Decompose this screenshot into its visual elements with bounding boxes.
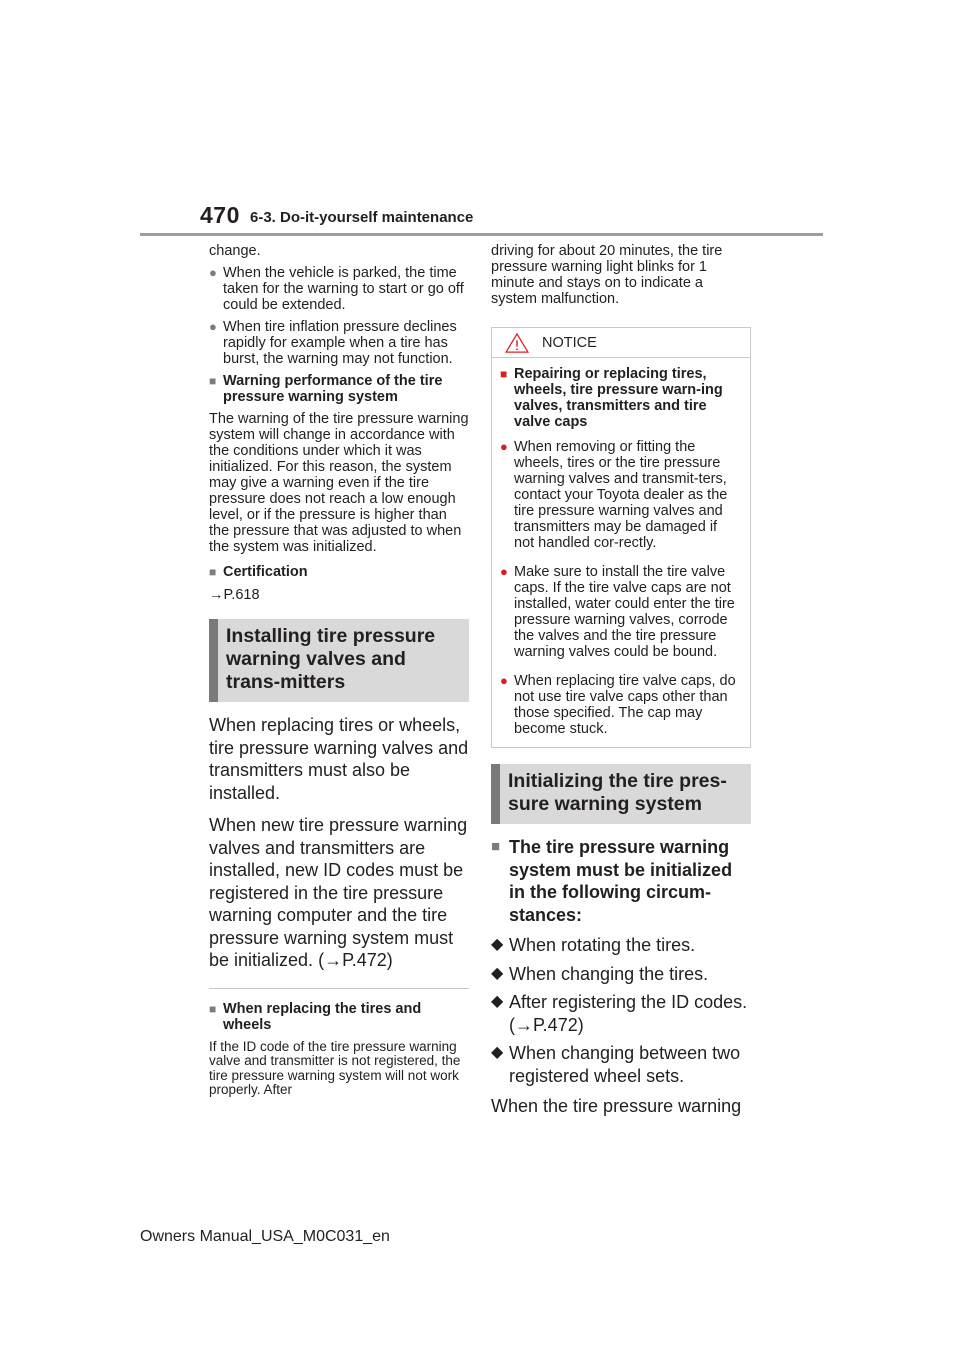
- init-heading: [491, 836, 751, 926]
- notice-title: NOTICE: [542, 334, 597, 351]
- warning-triangle-icon: [504, 333, 530, 353]
- certification-heading: [209, 564, 469, 580]
- bullet-burst: [209, 319, 469, 367]
- paragraph-text: When new tire pressure warning valves and transmitters are installed, new ID codes must be registered in the tire pressure warning computer and the tire pressure warning system must be initialized. (: [209, 815, 468, 970]
- page-reference[interactable]: P.472): [533, 1014, 584, 1035]
- warning-performance-heading: [209, 373, 469, 405]
- square-bullet-icon: ■: [491, 838, 501, 855]
- circumstance-rotating: [491, 934, 751, 957]
- circumstance-text: When changing the tires.: [509, 963, 709, 984]
- right-column: [491, 243, 751, 1118]
- install-paragraph-2: [209, 814, 469, 972]
- arrow-right-icon: →: [515, 1014, 533, 1035]
- square-bullet-icon: ■: [209, 374, 217, 388]
- heading-text: Repairing or replacing tires, wheels, tire pressure warn-ing valves, transmitters and tire valve caps: [514, 366, 723, 430]
- bullet-text: When removing or fitting the wheels, tires or the tire pressure warning valves and transmit-ters, contact your Toyota dealer as the tire pressure warning valves and transmitters may be damaged if not handled cor-rectly.: [514, 439, 728, 551]
- tail-text: When the tire pressure warning: [491, 1096, 742, 1116]
- diamond-bullet-icon: ◆: [491, 936, 504, 953]
- bullet-dot-icon: ●: [500, 439, 508, 454]
- section-banner-installing: Installing tire pressure warning valves and trans-mitters: [209, 619, 469, 702]
- notice-body: [492, 358, 750, 747]
- arrow-right-icon: →: [324, 950, 343, 970]
- intro-text: change.: [209, 243, 261, 259]
- notice-heading: [500, 366, 740, 430]
- heading-text: When replacing the tires and wheels: [223, 1000, 422, 1033]
- bullet-dot-icon: ●: [209, 319, 217, 334]
- divider: [209, 988, 469, 989]
- bullet-text: Make sure to install the tire valve caps. If the tire valve caps are not installed, water could enter the tire pressure warning valves, corrode the valves and the tire pressure warning valves could be bound.: [514, 564, 735, 660]
- header-rule: [140, 233, 823, 236]
- replacing-tires-body: If the ID code of the tire pressure warning valve and transmitter is not registered, the tire pressure warning system will not work properly. After: [209, 1038, 461, 1097]
- bullet-dot-icon: ●: [500, 564, 508, 579]
- diamond-bullet-icon: ◆: [491, 964, 504, 982]
- circumstance-registering: [491, 991, 751, 1036]
- section-title: 6-3. Do-it-yourself maintenance: [250, 209, 474, 226]
- left-column: [209, 243, 469, 1098]
- notice-bullet-caps: [500, 564, 740, 660]
- warning-performance-body: The warning of the tire pressure warning system will change in accordance with the conditions under which it was initialized. For this reason, the system may give a warning even if the tire pressure does not reach a low enough level, or if the pressure is higher than the pressure that was adjusted to when the system was initialized.: [209, 411, 469, 555]
- page-number: 470: [200, 202, 240, 228]
- diamond-bullet-icon: ◆: [491, 993, 504, 1010]
- certification-reference[interactable]: [209, 587, 469, 603]
- notice-bullet-replacing-caps: [500, 673, 740, 737]
- footer-manual-id: Owners Manual_USA_M0C031_en: [140, 1228, 390, 1245]
- bullet-text: When the vehicle is parked, the time taken for the warning to start or go off could be extended.: [223, 265, 464, 313]
- bullet-text: When replacing tire valve caps, do not use tire valve caps other than those specified. The cap may become stuck.: [514, 673, 736, 737]
- circumstance-changing: [491, 963, 751, 986]
- notice-header: [492, 328, 750, 358]
- page-reference[interactable]: P.618: [223, 587, 260, 603]
- square-bullet-icon: ■: [500, 367, 508, 381]
- diamond-bullet-icon: ◆: [491, 1044, 504, 1061]
- square-bullet-icon: ■: [209, 1001, 217, 1016]
- bullet-dot-icon: ●: [209, 265, 217, 280]
- heading-text: The tire pressure warning system must be initialized in the following circum-stances:: [509, 837, 733, 925]
- arrow-right-icon: →: [209, 587, 224, 603]
- heading-text: Warning performance of the tire pressure warning system: [223, 373, 443, 405]
- notice-bullet-removing: [500, 439, 740, 551]
- continued-text: driving for about 20 minutes, the tire pressure warning light blinks for 1 minute and stays on to indicate a system malfunction.: [491, 243, 723, 307]
- square-bullet-icon: ■: [209, 565, 217, 579]
- heading-text: Certification: [223, 564, 308, 580]
- bullet-text: When tire inflation pressure declines rapidly for example when a tire has burst, the warning may not function.: [223, 319, 457, 367]
- bullet-parked: [209, 265, 469, 313]
- replacing-tires-heading: [209, 1001, 469, 1033]
- notice-box: [491, 327, 751, 748]
- page-reference[interactable]: P.472): [342, 950, 393, 970]
- circumstance-wheel-sets: [491, 1042, 751, 1087]
- circumstance-text: After registering the ID codes.: [509, 992, 748, 1012]
- section-banner-initializing: Initializing the tire pres-sure warning system: [491, 764, 751, 824]
- install-paragraph-1: When replacing tires or wheels, tire pressure warning valves and transmitters must also be installed.: [209, 715, 469, 803]
- circumstance-text: When rotating the tires.: [509, 935, 696, 955]
- circumstance-text: When changing between two registered wheel sets.: [509, 1043, 741, 1086]
- bullet-dot-icon: ●: [500, 673, 508, 688]
- circumstance-text-block: After registering the ID codes. (→P.472): [509, 992, 748, 1035]
